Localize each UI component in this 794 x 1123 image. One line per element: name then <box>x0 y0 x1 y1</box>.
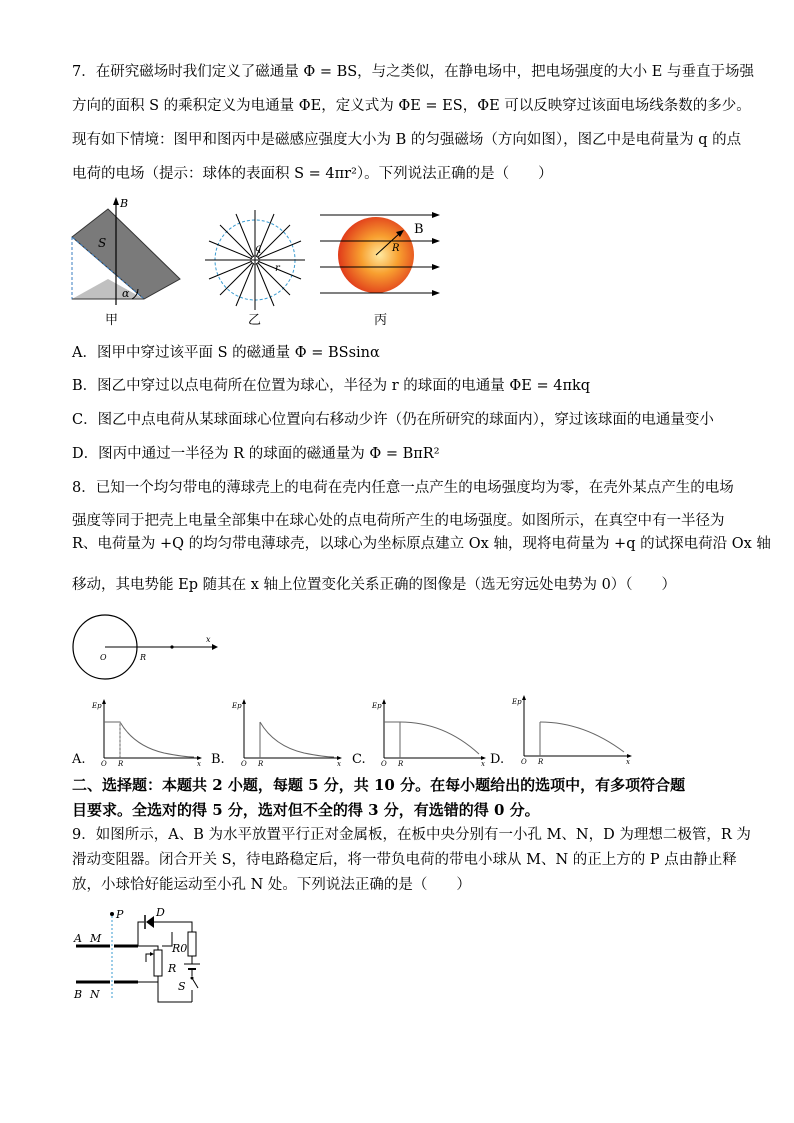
figure-bing <box>318 205 444 305</box>
q8-line-2: 强度等同于把壳上电量全部集中在球心处的点电荷所产生的电场强度。如图所示，在真空中有一半径为 <box>72 513 725 529</box>
shell-label-O: O <box>100 653 107 662</box>
q7-line-3: 现有如下情境：图甲和图丙中是磁感应强度大小为 B 的匀强磁场（方向如图），图乙中是电荷量为 q 的点 <box>72 132 742 148</box>
graph-option-b <box>224 696 344 766</box>
graph-a-R: R <box>118 760 124 766</box>
figure-yi <box>203 205 307 315</box>
graph-c-O: O <box>381 760 387 766</box>
q8-option-b-label: B. <box>211 752 225 767</box>
label-r: r <box>275 263 280 274</box>
q7-line-4: 电荷的电场（提示：球体的表面积 S = 4πr²）。下列说法正确的是（ ） <box>72 166 553 182</box>
q8-line-1: 8．已知一个均匀带电的薄球壳上的电荷在壳内任意一点产生的电场强度均为零，在壳外某点产生的电场 <box>72 480 734 496</box>
circuit-label-D: D <box>156 906 165 919</box>
q9-line-2: 滑动变阻器。闭合开关 S，待电路稳定后，将一带负电荷的带电小球从 M、N 的正上方的 P 点由静止释 <box>72 852 737 868</box>
label-q: q <box>255 243 262 254</box>
q8-line-4: 移动，其电势能 Ep 随其在 x 轴上位置变化关系正确的图像是（选无穷远处电势为 0）（ ） <box>72 577 677 593</box>
label-B-bing: B <box>414 222 424 237</box>
caption-yi: 乙 <box>248 313 262 328</box>
section2-heading-line-1: 二、选择题：本题共 2 小题，每题 5 分，共 10 分。在每小题给出的选项中，有多项符合题 <box>72 776 686 794</box>
q7-line-1: 7．在研究磁场时我们定义了磁通量 Φ = BS，与之类似，在静电场中，把电场强度的大小 E 与垂直于场强 <box>72 64 754 80</box>
graph-b-x: x <box>337 760 341 766</box>
q9-line-3: 放，小球恰好能运动至小孔 N 处。下列说法正确的是（ ） <box>72 877 471 893</box>
circuit-label-A: A <box>74 932 82 945</box>
graph-b-R: R <box>258 760 264 766</box>
caption-bing: 丙 <box>374 313 388 328</box>
graph-b-O: O <box>241 760 247 766</box>
q8-option-a-label: A. <box>72 752 86 767</box>
circuit-label-P: P <box>116 908 124 921</box>
q8-line-3: R、电荷量为 +Q 的均匀带电薄球壳，以球心为坐标原点建立 Ox 轴，现将电荷量为 +q 的试探电荷沿 Ox 轴 <box>72 536 771 552</box>
label-S: S <box>98 236 107 250</box>
graph-option-d <box>504 692 634 764</box>
graph-d-O: O <box>521 758 527 764</box>
circuit-label-N: N <box>90 988 100 1001</box>
graph-c-ep: Ep <box>372 702 382 710</box>
graph-a-ep: Ep <box>92 702 102 710</box>
caption-jia: 甲 <box>105 313 119 328</box>
section2-heading-line-2: 目要求。全选对的得 5 分，选对但不全的得 3 分，有选错的得 0 分。 <box>72 801 540 819</box>
q7-option-c: C．图乙中点电荷从某球面球心位置向右移动少许（仍在所研究的球面内），穿过该球面的电通量变小 <box>72 412 714 428</box>
shell-label-R: R <box>140 653 147 662</box>
graph-d-ep: Ep <box>512 698 522 706</box>
q7-option-a: A．图甲中穿过该平面 S 的磁通量 Φ = BSsinα <box>72 345 380 361</box>
q7-line-2: 方向的面积 S 的乘积定义为电通量 ΦE，定义式为 ΦE = ES，ΦE 可以反映穿过该面电场线条数的多少。 <box>72 98 751 114</box>
q9-line-1: 9．如图所示，A、B 为水平放置平行正对金属板，在板中央分别有一小孔 M、N，D 为理想二极管，R 为 <box>72 827 751 843</box>
graph-d-x: x <box>626 758 630 764</box>
figure-shell <box>70 612 220 684</box>
circuit-label-M: M <box>90 932 102 945</box>
q8-option-d-label: D. <box>490 752 505 767</box>
q7-option-d: D．图丙中通过一半径为 R 的球面的磁通量为 Φ = BπR² <box>72 446 440 462</box>
graph-c-x: x <box>481 760 485 766</box>
label-alpha: α <box>122 287 130 300</box>
graph-option-a <box>84 696 204 766</box>
graph-a-O: O <box>101 760 107 766</box>
shell-label-x: x <box>206 635 211 644</box>
circuit-label-R: R <box>168 962 177 975</box>
figure-circuit <box>72 902 212 1014</box>
circuit-label-B: B <box>74 988 83 1001</box>
label-B: B <box>120 197 129 210</box>
q8-option-c-label: C. <box>352 752 366 767</box>
graph-d-R: R <box>538 758 544 764</box>
graph-c-R: R <box>398 760 404 766</box>
figure-jia <box>68 195 186 325</box>
circuit-label-S: S <box>178 980 186 993</box>
circuit-label-R0: R0 <box>172 942 188 955</box>
graph-a-x: x <box>197 760 201 766</box>
q7-option-b: B．图乙中穿过以点电荷所在位置为球心，半径为 r 的球面的电通量 ΦE = 4πkq <box>72 378 591 394</box>
label-R: R <box>392 243 400 254</box>
graph-b-ep: Ep <box>232 702 242 710</box>
graph-option-c <box>364 696 488 766</box>
